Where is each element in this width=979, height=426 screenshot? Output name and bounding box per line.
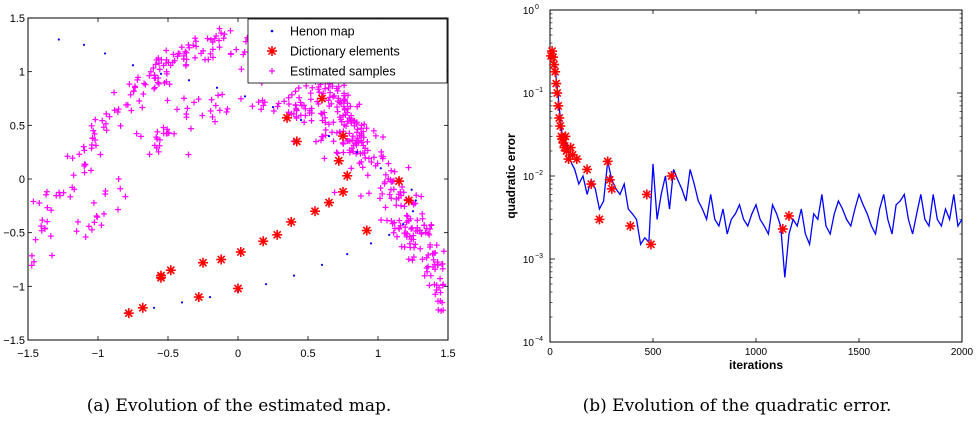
error-dictionary-marker (667, 171, 677, 181)
henon-point (244, 95, 246, 97)
y-tick-exponent: 0 (535, 4, 539, 11)
henon-point (83, 44, 85, 46)
error-dictionary-marker (560, 131, 570, 141)
henon-point (402, 223, 404, 225)
dictionary-element-marker (138, 303, 148, 313)
dictionary-element-marker (216, 255, 226, 265)
henon-point (356, 151, 358, 153)
x-tick-label: 0 (234, 348, 242, 360)
x-tick-label: 1 (374, 348, 382, 360)
caption-a: (a) Evolution of the estimated map. (86, 396, 392, 416)
dictionary-element-marker (124, 308, 134, 318)
quadratic-error-chart (495, 0, 975, 380)
dictionary-element-marker (258, 236, 268, 246)
x-tick-label: 1.5 (440, 348, 456, 360)
henon-point (388, 234, 390, 236)
y-tick-label: 0 (18, 174, 25, 186)
error-dictionary-marker (603, 156, 613, 166)
legend-marker-henon (271, 30, 274, 33)
henon-point (300, 119, 302, 121)
y-tick-label: 10 (522, 338, 534, 349)
error-dictionary-marker (594, 214, 604, 224)
henon-point (132, 64, 134, 66)
y-tick-exponent: −4 (535, 336, 543, 343)
y-tick-label: 0.5 (9, 120, 25, 133)
y-tick-label: −0.5 (3, 227, 25, 240)
y-tick-exponent: −2 (535, 170, 543, 177)
error-dictionary-marker (625, 221, 635, 231)
henon-point (265, 283, 267, 285)
error-dictionary-marker (605, 175, 615, 185)
henon-point (104, 52, 106, 54)
dictionary-element-marker (236, 247, 246, 257)
x-tick-label: 0 (547, 347, 553, 358)
y-tick-label: 10 (522, 172, 534, 183)
dictionary-element-marker (317, 94, 327, 104)
dictionary-element-marker (292, 136, 302, 146)
x-tick-label: −1.5 (17, 348, 39, 360)
error-dictionary-marker (582, 164, 592, 174)
error-dictionary-marker (548, 52, 558, 62)
error-dictionary-marker (553, 101, 563, 111)
henon-point (415, 199, 417, 201)
y-tick-label: 10 (522, 6, 534, 17)
legend-asterisk (267, 46, 277, 56)
henon-point (411, 189, 413, 191)
x-tick-label: −0.5 (157, 348, 179, 360)
dictionary-element-marker (342, 171, 352, 181)
henon-map-chart (0, 0, 470, 380)
x-tick-label: 1500 (847, 347, 871, 358)
x-tick-label: 1000 (744, 347, 768, 358)
dictionary-element-marker (362, 226, 372, 236)
legend (248, 19, 447, 83)
dictionary-element-marker (156, 271, 166, 281)
y-tick-exponent: −3 (535, 253, 543, 260)
henon-point (153, 307, 155, 309)
dictionary-element-marker (272, 230, 282, 240)
dictionary-element-marker (394, 176, 404, 186)
dictionary-element-marker (198, 258, 208, 268)
henon-point (58, 38, 60, 40)
henon-point (293, 275, 295, 277)
error-dictionary-marker (642, 189, 652, 199)
y-tick-label: 1 (18, 66, 25, 79)
henon-point (321, 264, 323, 266)
error-dictionary-marker (646, 239, 656, 249)
y-tick-label: 10 (522, 255, 534, 266)
legend-marker-dictionary (267, 46, 277, 56)
dictionary-element-marker (286, 217, 296, 227)
x-tick-label: 2000 (950, 347, 974, 358)
legend-label-henon: Henon map (290, 24, 355, 39)
error-dictionary-marker (784, 211, 794, 221)
henon-point (209, 296, 211, 298)
caption-b: (b) Evolution of the quadratic error. (582, 396, 892, 416)
error-dictionary-marker (572, 154, 582, 164)
x-tick-label: 0.5 (300, 348, 316, 360)
henon-point (181, 301, 183, 303)
dictionary-element-marker (334, 156, 344, 166)
henon-point (216, 87, 218, 89)
error-dictionary-marker (607, 184, 617, 194)
y-tick-label: −1.5 (3, 335, 25, 347)
error-dictionary-marker (549, 60, 559, 70)
y-tick-label: −1 (12, 281, 25, 294)
error-dictionary-marker (586, 179, 596, 189)
dictionary-element-marker (338, 131, 348, 141)
legend-label-dictionary: Dictionary elements (290, 44, 400, 59)
error-dictionary-marker (550, 67, 560, 77)
error-dictionary-marker (551, 79, 561, 89)
henon-point (160, 73, 162, 75)
henon-point (346, 253, 348, 255)
error-dictionary-marker (552, 88, 562, 98)
error-dictionary-marker (566, 143, 576, 153)
plot-area (550, 10, 962, 342)
henon-point (380, 167, 382, 169)
error-dictionary-marker (778, 224, 788, 234)
y-tick-label: 1.5 (9, 13, 25, 25)
y-tick-exponent: −1 (535, 87, 543, 94)
henon-point (412, 210, 414, 212)
henon-point (370, 242, 372, 244)
dictionary-element-marker (324, 198, 334, 208)
x-tick-label: −1 (91, 348, 105, 360)
y-tick-label: 10 (522, 89, 534, 100)
dictionary-element-marker (233, 283, 243, 293)
dictionary-element-marker (310, 206, 320, 216)
error-dictionary-marker (554, 113, 564, 123)
y-axis-label: quadratic error (504, 133, 518, 219)
dictionary-element-marker (338, 187, 348, 197)
dictionary-element-marker (194, 292, 204, 302)
x-axis-label: iterations (728, 358, 784, 372)
henon-point (188, 79, 190, 81)
error-dictionary-marker (555, 121, 565, 131)
henon-point (328, 135, 330, 137)
dictionary-element-marker (282, 113, 292, 123)
dictionary-element-marker (404, 195, 414, 205)
x-tick-label: 500 (644, 347, 662, 358)
dictionary-element-marker (166, 265, 176, 275)
henon-point (272, 106, 274, 108)
legend-label-samples: Estimated samples (290, 64, 396, 79)
